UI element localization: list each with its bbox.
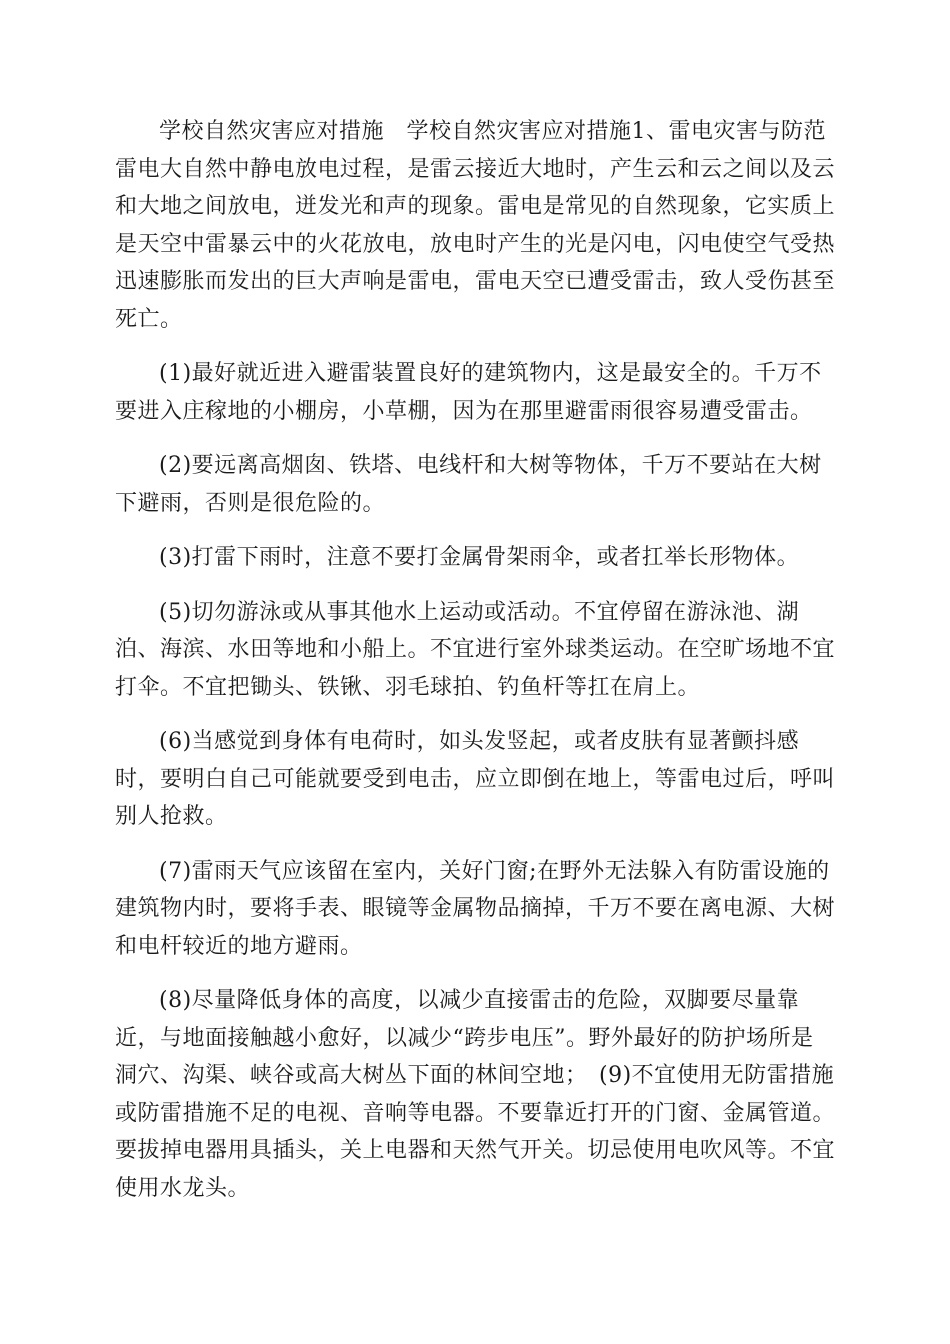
text-line: 和大地之间放电，迸发光和声的现象。雷电是常见的自然现象，它实质上 <box>115 194 836 219</box>
text-line: 时，要明白自己可能就要受到电击，应立即倒在地上，等雷电过后，呼叫 <box>115 766 836 792</box>
text-line: (2)要远离高烟囱、铁塔、电线杆和大树等物体，千万不要站在大树 <box>159 453 822 478</box>
text-line: 近，与地面接触越小愈好，以减少“跨步电压”。野外最好的防护场所是 <box>115 1025 814 1051</box>
paragraph-item-5 <box>115 594 835 707</box>
text-line: 打伞。不宜把锄头、铁锹、羽毛球拍、钓鱼杆等扛在肩上。 <box>115 674 701 700</box>
text-line: 下避雨，否则是很危险的。 <box>115 490 386 516</box>
text-line: 要进入庄稼地的小棚房，小草棚，因为在那里避雷雨很容易遭受雷击。 <box>115 398 813 424</box>
text-line: 和电杆较近的地方避雨。 <box>115 933 363 959</box>
text-line: 洞穴、沟渠、峡谷或高大树丛下面的林间空地； (9)不宜使用无防雷措施 <box>115 1063 835 1088</box>
text-line: 使用水龙头。 <box>115 1175 251 1201</box>
document-body <box>115 113 835 1224</box>
paragraph-intro <box>115 113 835 338</box>
paragraph-item-7 <box>115 853 835 966</box>
text-line: 或防雷措施不足的电视、音响等电器。不要靠近打开的门窗、金属管道。 <box>115 1100 836 1126</box>
paragraph-item-8 <box>115 982 835 1207</box>
text-line: (1)最好就近进入避雷装置良好的建筑物内，这是最安全的。千万不 <box>159 361 822 386</box>
text-line: (6)当感觉到身体有电荷时，如头发竖起，或者皮肤有显著颤抖感 <box>159 729 800 754</box>
text-line: (3)打雷下雨时，注意不要打金属骨架雨伞，或者扛举长形物体。 <box>159 545 800 570</box>
paragraph-item-2 <box>115 447 835 522</box>
text-line: 是天空中雷暴云中的火花放电，放电时产生的光是闪电，闪电使空气受热 <box>115 231 836 257</box>
text-line: 建筑物内时，要将手表、眼镜等金属物品摘掉，千万不要在离电源、大树 <box>115 896 836 921</box>
text-line: (7)雷雨天气应该留在室内，关好门窗;在野外无法躲入有防雷设施的 <box>159 858 830 884</box>
text-line: (5)切勿游泳或从事其他水上运动或活动。不宜停留在游泳池、湖 <box>159 599 800 625</box>
text-line: 别人抢救。 <box>115 804 228 829</box>
paragraph-item-6 <box>115 723 835 836</box>
paragraph-item-3 <box>115 539 835 577</box>
paragraph-item-1 <box>115 355 835 430</box>
text-line: 迅速膨胀而发出的巨大声响是雷电，雷电天空已遭受雷击，致人受伤甚至 <box>115 269 836 294</box>
text-line: 要拔掉电器用具插头，关上电器和天然气开关。切忌使用电吹风等。不宜 <box>115 1138 836 1163</box>
text-line: 学校自然灾害应对措施 学校自然灾害应对措施1、雷电灾害与防范 <box>159 119 826 144</box>
text-line: (8)尽量降低身体的高度，以减少直接雷击的危险，双脚要尽量靠 <box>159 988 800 1013</box>
text-line: 雷电大自然中静电放电过程，是雷云接近大地时，产生云和云之间以及云 <box>115 156 836 182</box>
text-line: 死亡。 <box>115 306 183 332</box>
text-line: 泊、海滨、水田等地和小船上。不宜进行室外球类运动。在空旷场地不宜 <box>115 637 836 662</box>
